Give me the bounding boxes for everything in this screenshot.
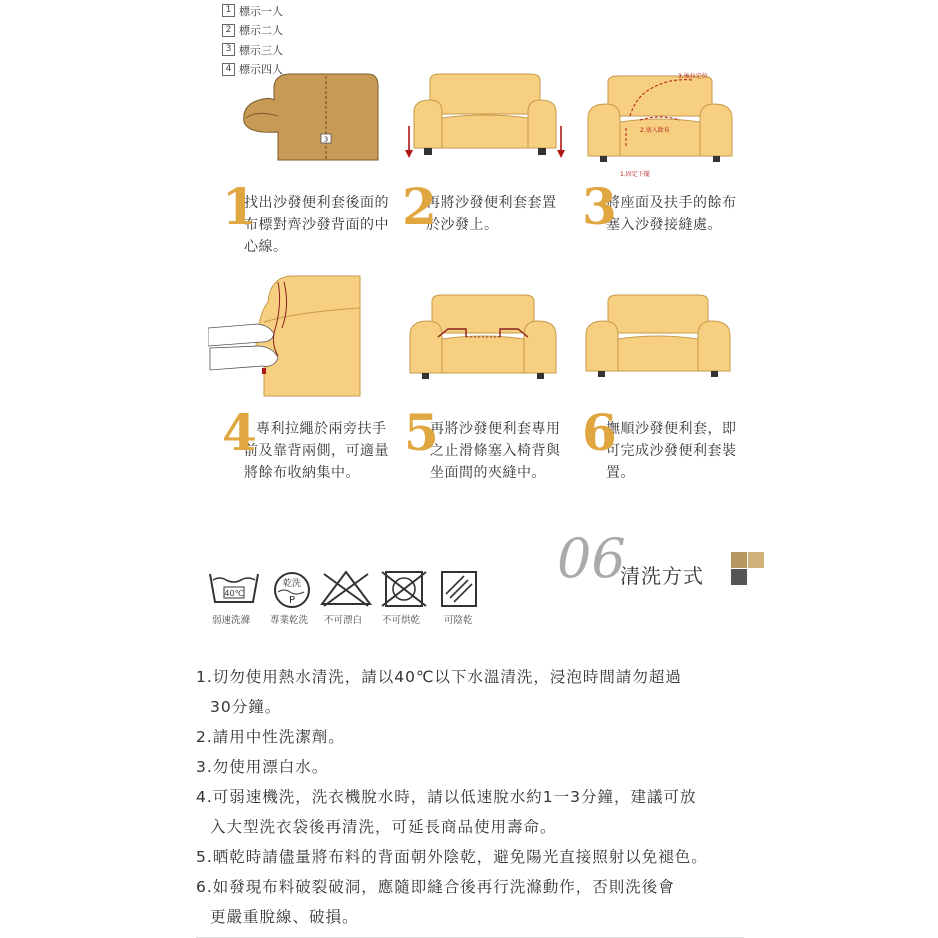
instruction-line: 1.切勿使用熱水清洗，請以40℃以下水溫清洗，浸泡時間請勿超過 <box>196 668 682 686</box>
step-3 <box>582 177 742 236</box>
instruction-line: 5.晒乾時請儘量將布料的背面朝外陰乾，避免陽光直接照射以免褪色。 <box>196 848 708 866</box>
instruction-line: 更嚴重脫線、破損。 <box>210 908 359 926</box>
step-number: 2 <box>402 177 437 236</box>
instruction-item <box>196 782 756 842</box>
instruction-item <box>196 842 756 872</box>
dry-clean-text: 乾洗 <box>282 579 302 589</box>
washing-instructions <box>196 662 756 932</box>
instruction-item <box>196 752 756 782</box>
decorative-squares <box>731 552 765 586</box>
step-text: 再將沙發便利套套置於沙發上。 <box>426 195 557 233</box>
instruction-line: 2.請用中性洗潔劑。 <box>196 728 345 746</box>
legend-number: 4 <box>222 63 235 76</box>
step-number: 6 <box>582 403 617 462</box>
instruction-item <box>196 662 756 722</box>
instruction-line: 4.可弱速機洗，洗衣機脫水時，請以低速脫水約1一3分鐘，建議可放 <box>196 788 697 806</box>
instruction-item <box>196 722 756 752</box>
tag-number: 3 <box>323 135 329 144</box>
legend-number: 2 <box>222 24 235 37</box>
sofa-back-illustration <box>238 72 380 168</box>
step-text: 專利拉繩於兩旁扶手前及靠背兩側，可適量將餘布收納集中。 <box>244 421 389 481</box>
legend-label: 標示二人 <box>239 24 283 38</box>
step-6 <box>582 403 742 484</box>
step-number: 1 <box>222 177 257 236</box>
no-bleach-icon <box>320 570 372 608</box>
instruction-item <box>196 872 756 932</box>
section-number: 06 <box>557 527 626 590</box>
no-tumble-dry-icon <box>380 570 428 608</box>
legend-number: 3 <box>222 43 235 56</box>
care-label-dry-clean: 專業乾洗 <box>270 615 309 626</box>
legend-label: 標示四人 <box>239 63 283 77</box>
step-4 <box>222 403 394 484</box>
instruction-line: 入大型洗衣袋後再清洗，可延長商品使用壽命。 <box>210 818 557 836</box>
rear-fix-label: 3.後拉定位 <box>678 73 708 80</box>
legend-label: 標示一人 <box>239 4 283 18</box>
legend-item <box>222 40 283 60</box>
shade-dry-icon <box>440 570 480 608</box>
step-text: 再將沙發便利套專用之止滑條塞入椅背與坐面間的夾縫中。 <box>430 421 561 481</box>
step-number: 5 <box>404 403 439 462</box>
wash-40-icon <box>208 570 260 608</box>
sofa-tuck-illustration <box>580 70 740 182</box>
dry-clean-icon <box>270 570 314 610</box>
instruction-line: 6.如發現布料破裂破洞，應隨即縫合後再行洗滌動作，否則洗後會 <box>196 878 675 896</box>
instruction-line: 3.勿使用漂白水。 <box>196 758 329 776</box>
size-legend <box>222 1 283 79</box>
tuck-label: 2.塞入餘布 <box>640 127 670 134</box>
instruction-line: 30分鐘。 <box>210 698 282 716</box>
care-label-shade-dry: 可陰乾 <box>444 615 473 626</box>
step-2 <box>402 177 562 236</box>
care-label-wash: 弱速洗滌 <box>212 615 251 626</box>
legend-label: 標示三人 <box>239 43 283 57</box>
step-text: 撫順沙發便利套，即可完成沙發便利套裝置。 <box>606 421 737 481</box>
step-1 <box>222 177 397 258</box>
step-number: 3 <box>582 177 617 236</box>
step-number: 4 <box>222 403 257 462</box>
legend-item <box>222 1 283 21</box>
wash-temp: 40℃ <box>224 589 244 598</box>
care-label-no-bleach: 不可漂白 <box>324 615 363 626</box>
cord-pull-illustration <box>208 272 364 398</box>
step-text: 將座面及扶手的餘布塞入沙發接縫處。 <box>606 195 737 233</box>
step-text: 找出沙發便利套後面的布標對齊沙發背面的中心線。 <box>244 195 389 255</box>
fix-down-label: 1.固定下擺 <box>620 171 650 178</box>
legend-number: 1 <box>222 4 235 17</box>
section-title: 清洗方式 <box>620 564 704 588</box>
care-label-no-tumble: 不可烘乾 <box>382 615 421 626</box>
step-5 <box>404 403 566 484</box>
dry-clean-p: P <box>288 595 296 606</box>
sofa-covering-illustration <box>400 72 570 164</box>
sofa-strip-illustration <box>404 293 562 385</box>
legend-item <box>222 21 283 41</box>
sofa-finished-illustration <box>582 293 734 381</box>
